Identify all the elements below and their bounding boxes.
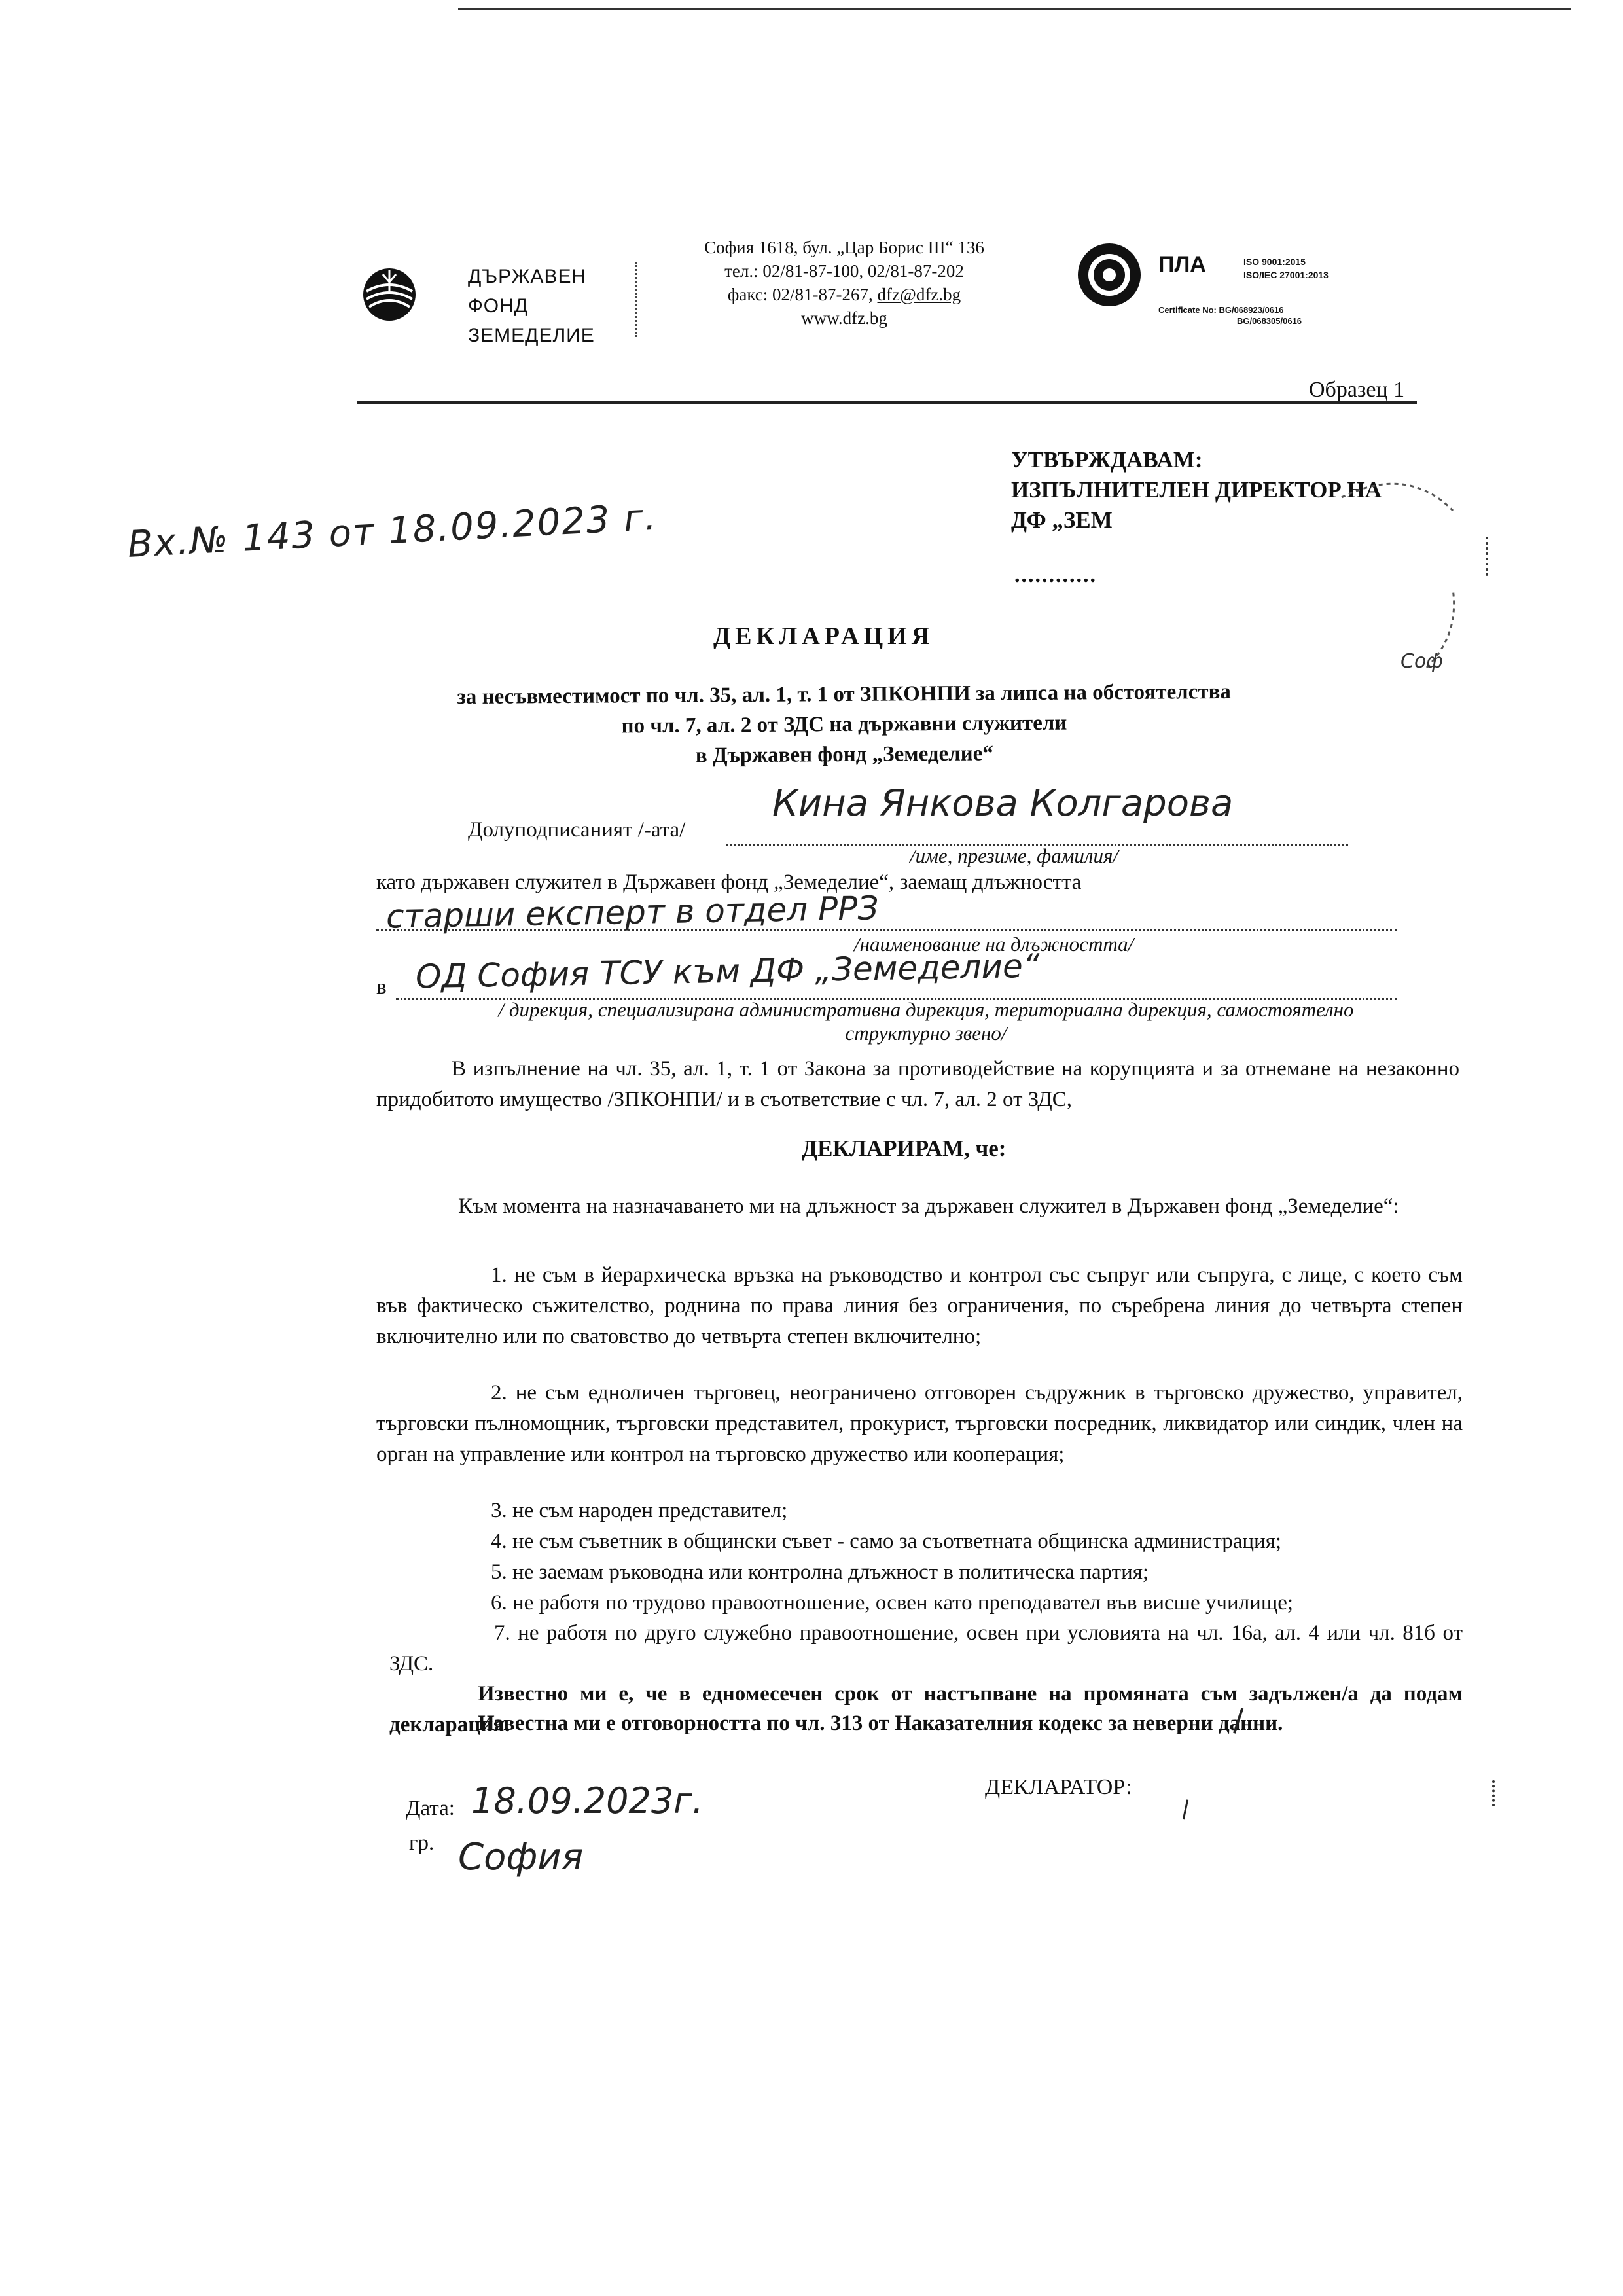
subtitle-line: за несъвместимост по чл. 35, ал. 1, т. 1 от ЗПКОНПИ за липса на обстоятелства <box>457 679 1231 709</box>
unit-hint <box>376 998 1476 1045</box>
signatory-handwritten[interactable]: Кина Янкова Колгарова <box>772 782 1234 825</box>
declare-heading: ДЕКЛАРИРАМ, че: <box>802 1136 1007 1161</box>
signature-mark <box>1183 1799 1192 1820</box>
fund-name-line: ЗЕМЕДЕЛИЕ <box>468 325 595 346</box>
website-link[interactable]: www.dfz.bg <box>801 308 887 328</box>
city-handwritten[interactable]: София <box>458 1836 584 1878</box>
round-stamp-icon <box>1329 471 1459 697</box>
date-handwritten[interactable]: 18.09.2023г. <box>471 1780 704 1821</box>
unit-hint-line: / дирекция, специализирана административна дирекция, териториална дирекция, самостоятелно <box>498 998 1354 1021</box>
signatory-hint: /име, презиме, фамилия/ <box>910 844 1118 867</box>
scan-top-line <box>458 8 1571 10</box>
unit-hint-line: структурно звено/ <box>845 1022 1007 1045</box>
approval-line: ДФ „ЗЕМ <box>1011 507 1113 533</box>
unit-handwritten[interactable]: ОД София ТСУ към ДФ „Земеделие“ <box>415 946 1041 996</box>
phone: тел.: 02/81-87-100, 02/81-87-202 <box>724 261 964 281</box>
header-rule <box>357 401 1417 404</box>
notice-obligation: Известно ми е, че в едномесечен срок от настъпване на промяната съм задължен/а да подам декларация. <box>389 1682 1463 1736</box>
approval-block <box>1011 445 1382 535</box>
document-subtitle <box>380 676 1310 773</box>
certificate-numbers <box>1158 304 1302 327</box>
svg-text:Соф: Соф <box>1400 650 1443 673</box>
fund-name <box>468 262 595 350</box>
position-label: като държавен служител в Държавен фонд „Земеделие“, заемащ длъжността <box>376 870 1082 894</box>
declaration-item-6: 6. не работя по трудово правоотношение, освен като преподавател във висше училище; <box>491 1591 1294 1615</box>
declaration-item-5: 5. не заемам ръководна или контролна длъжност в политическа партия; <box>491 1560 1149 1584</box>
address: София 1618, бул. „Цар Борис III“ 136 <box>704 238 984 257</box>
header-divider <box>635 262 637 337</box>
declaration-item-2: 2. не съм едноличен търговец, неограничено отговорен съдружник в търговско дружество, управител, търговски пълномощник, търговски представител, прокурист, търговски посредник, ликвидатор или синдик, член на орган на управление или контрол на търговско дружество или кооперация; <box>376 1381 1463 1466</box>
approval-dots: ............ <box>1014 563 1097 587</box>
lead-paragraph: Към момента на назначаването ми на длъжност за държавен служител в Държавен фонд „Земеделие“: <box>458 1194 1399 1218</box>
iso-line: ISO/IEC 27001:2013 <box>1243 270 1329 280</box>
fund-name-line: ФОНД <box>468 295 529 317</box>
fax-email <box>661 283 1027 306</box>
margin-mark <box>1486 537 1493 576</box>
approval-line: УТВЪРЖДАВАМ: <box>1011 447 1203 473</box>
date-label: Дата: <box>406 1797 455 1820</box>
declarant-label: ДЕКЛАРАТОР: <box>985 1775 1132 1799</box>
margin-mark <box>1492 1780 1501 1806</box>
unit-prefix: в <box>376 975 387 999</box>
cert-brand: ПЛА <box>1158 252 1206 277</box>
declaration-item-4: 4. не съм съветник в общински съвет - само за съответната общинска администрация; <box>491 1530 1282 1553</box>
registration-note: Вх.№ 143 от 18.09.2023 г. <box>126 495 659 566</box>
declaration-item-7: 7. не работя по друго служебно правоотношение, освен при условията на чл. 16а, ал. 4 или чл. 81б от ЗДС. <box>389 1621 1463 1676</box>
position-handwritten[interactable]: старши експерт в отдел РРЗ <box>385 889 879 936</box>
iso-line: ISO 9001:2015 <box>1243 257 1306 267</box>
notice-liability: Известна ми е отговорността по чл. 313 от Наказателния кодекс за неверни данни. <box>478 1712 1283 1735</box>
certification-block <box>1158 252 1355 331</box>
fax: факс: 02/81-87-267, <box>727 285 878 304</box>
position-hint: /наименование на длъжността/ <box>854 933 1134 956</box>
cert-line: BG/068305/0616 <box>1237 316 1302 326</box>
city-label: гр. <box>409 1831 435 1855</box>
email-link[interactable]: dfz@dfz.bg <box>877 285 961 304</box>
iso-standards <box>1243 255 1329 281</box>
declaration-item-3: 3. не съм народен представител; <box>491 1499 788 1522</box>
subtitle-line: в Държавен фонд „Земеделие“ <box>695 742 993 768</box>
approval-line: ИЗПЪЛНИТЕЛЕН ДИРЕКТОР НА <box>1011 477 1382 503</box>
certification-seal-icon <box>1073 239 1145 311</box>
contact-block <box>661 236 1027 330</box>
signatory-label: Долуподписаният /-ата/ <box>468 818 686 842</box>
intro-paragraph: В изпълнение на чл. 35, ал. 1, т. 1 от Закона за противодействие на корупцията и за отнемане на незаконно придобитото имущество /ЗПКОНПИ/ и в съответствие с чл. 7, ал. 2 от ЗДС, <box>376 1057 1459 1111</box>
declaration-item-1: 1. не съм в йерархическа връзка на ръководство и контрол със съпруг или съпруга, с лице, с което съм във фактическо съжителство, роднина по права линия без ограничения, по съребрена линия до четвърта степен включително или по сватовство до четвърта степен включително; <box>376 1263 1463 1348</box>
subtitle-line: по чл. 7, ал. 2 от ЗДС на държавни служители <box>621 711 1067 738</box>
document-title: ДЕКЛАРАЦИЯ <box>713 622 935 650</box>
fund-name-line: ДЪРЖАВЕН <box>468 266 587 287</box>
form-code: Образец 1 <box>1309 378 1405 402</box>
cert-line: Certificate No: BG/068923/0616 <box>1158 305 1284 315</box>
